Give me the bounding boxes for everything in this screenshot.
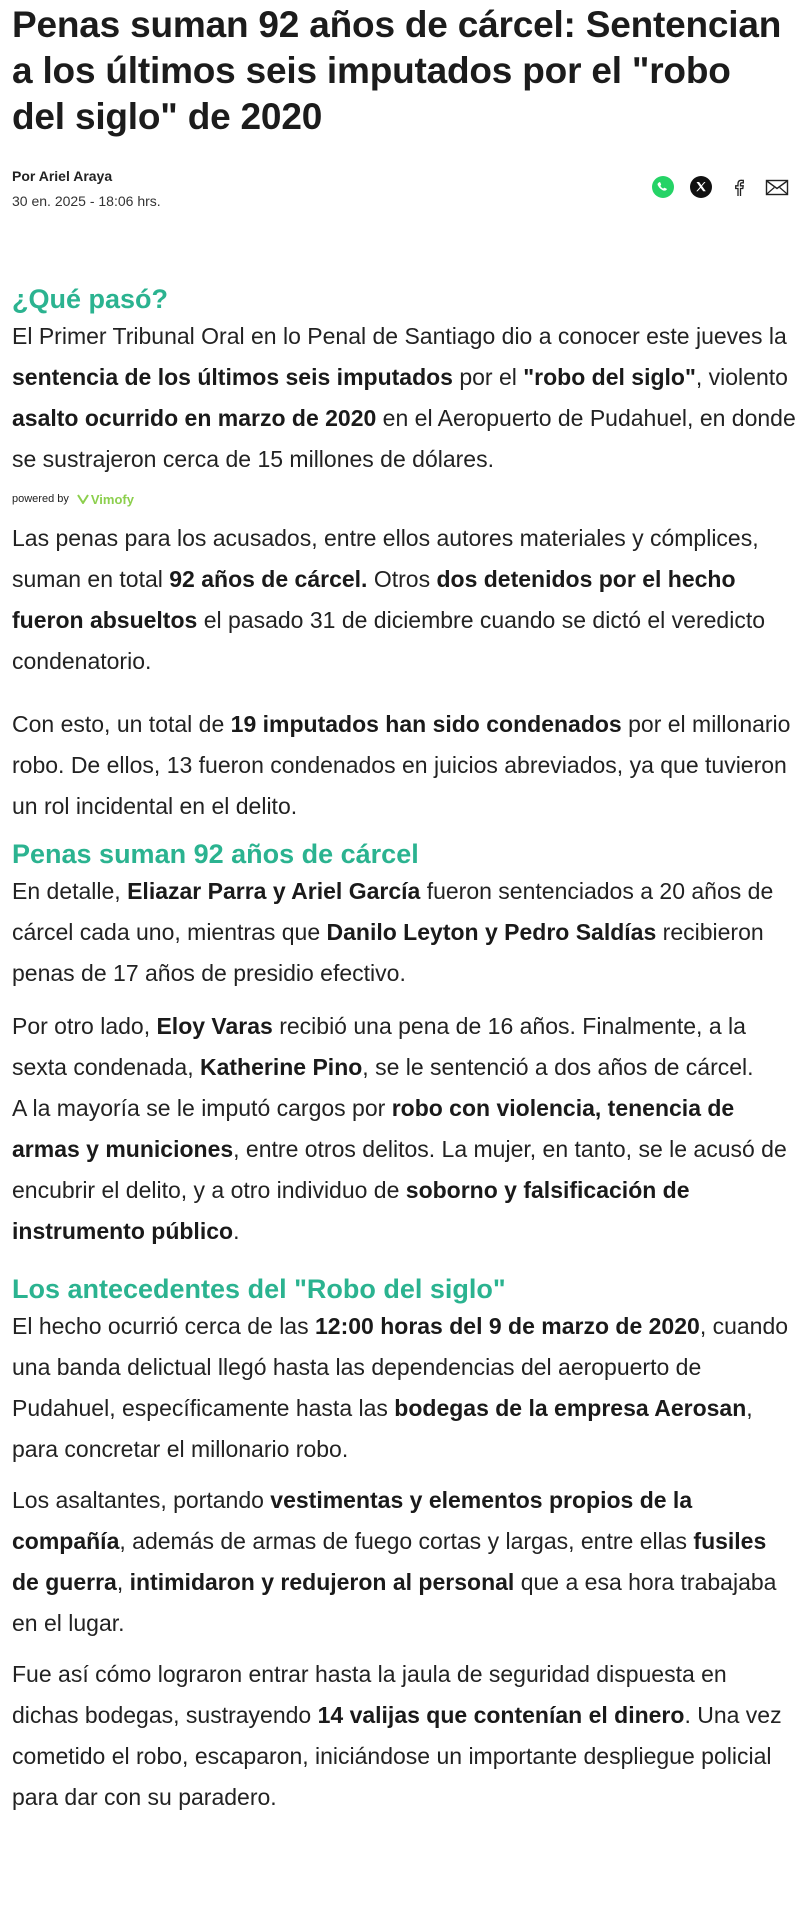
x-icon[interactable] <box>688 174 714 200</box>
publish-date: 30 en. 2025 - 18:06 hrs. <box>12 193 161 209</box>
author-link[interactable]: Por Ariel Araya <box>12 168 113 184</box>
paragraph: El Primer Tribunal Oral en lo Penal de Santiago dio a conocer este jueves la sentencia de los últimos seis imputados por el "robo del siglo", violento asalto ocurrido en marzo de 2020 en el Aeropuerto de Pudahuel, en donde se sustrajeron cerca de 15 millones de dólares. <box>12 323 796 472</box>
paragraph: Por otro lado, Eloy Varas recibió una pena de 16 años. Finalmente, a la sexta condenada, Katherine Pino, se le sentenció a dos años de cárcel. <box>12 1013 754 1080</box>
section-heading-penas: Penas suman 92 años de cárcel <box>12 839 419 869</box>
paragraph: En detalle, Eliazar Parra y Ariel García fueron sentenciados a 20 años de cárcel cada uno, mientras que Danilo Leyton y Pedro Saldías recibieron penas de 17 años de presidio efectivo. <box>12 878 774 986</box>
article-title: Penas suman 92 años de cárcel: Sentencian a los últimos seis imputados por el "robo del siglo" de 2020 <box>12 4 782 137</box>
article-body <box>12 282 796 1818</box>
share-bar <box>650 174 790 200</box>
paragraph: A la mayoría se le imputó cargos por robo con violencia, tenencia de armas y municiones, entre otros delitos. La mujer, en tanto, se le acusó de encubrir el delito, y a otro individuo de soborno y falsificación de instrumento público. <box>12 1095 787 1244</box>
paragraph: Con esto, un total de 19 imputados han sido condenados por el millonario robo. De ellos, 13 fueron condenados en juicios abreviados, ya que tuvieron un rol incidental en el delito. <box>12 711 791 819</box>
powered-by-vimofy <box>12 480 796 518</box>
paragraph: El hecho ocurrió cerca de las 12:00 horas del 9 de marzo de 2020, cuando una banda delictual llegó hasta las dependencias del aeropuerto de Pudahuel, específicamente hasta las bodegas de la empresa Aerosan, para concretar el millonario robo. <box>12 1313 789 1462</box>
powered-by-label: powered by <box>12 493 69 505</box>
section-heading-que-paso: ¿Qué pasó? <box>12 284 169 314</box>
vimofy-logo[interactable]: Vimofy <box>77 492 134 507</box>
paragraph: Las penas para los acusados, entre ellos autores materiales y cómplices, suman en total 92 años de cárcel. Otros dos detenidos por el hecho fueron absueltos el pasado 31 de diciembre cuando se dictó el veredicto condenatorio. <box>12 525 766 674</box>
paragraph: Fue así cómo lograron entrar hasta la jaula de seguridad dispuesta en dichas bodegas, sustrayendo 14 valijas que contenían el dinero. Una vez cometido el robo, escaparon, iniciándose un importante despliegue policial para dar con su paradero. <box>12 1661 782 1810</box>
whatsapp-icon[interactable] <box>650 174 676 200</box>
section-heading-antecedentes: Los antecedentes del "Robo del siglo" <box>12 1274 506 1304</box>
paragraph: Los asaltantes, portando vestimentas y elementos propios de la compañía, además de armas de fuego cortas y largas, entre ellas fusiles de guerra, intimidaron y redujeron al personal que a esa hora trabajaba en el lugar. <box>12 1487 777 1636</box>
mail-icon[interactable] <box>764 174 790 200</box>
facebook-icon[interactable] <box>726 174 752 200</box>
